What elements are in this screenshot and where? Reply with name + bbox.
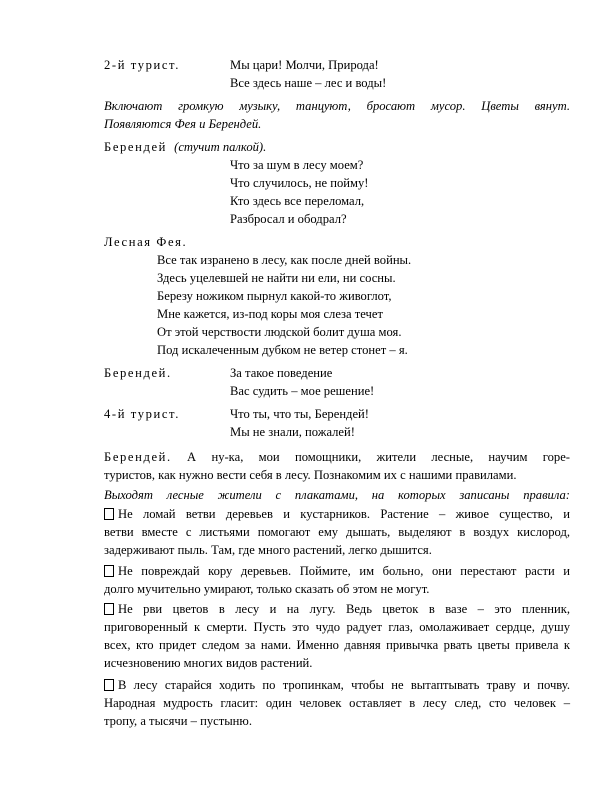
stage-direction-row: Появляются Фея и Берендей. xyxy=(104,117,262,131)
paragraph-row: задерживают пыль. Там, где много растений, легко дышится. xyxy=(104,543,432,557)
rule-item xyxy=(104,505,570,559)
verse-line: Кто здесь все переломал, xyxy=(230,194,365,208)
paragraph-row: Берендей. А ну-ка, мои помощники, жители лесные, научим горе- xyxy=(104,450,570,464)
paragraph-row: Не рви цветов в лесу и на лугу. Ведь цветок в вазе – это пленник, xyxy=(104,600,570,618)
verse-line: Березу ножиком пырнул какой-то живоглот, xyxy=(157,289,392,303)
speaker-note: (стучит палкой). xyxy=(174,140,267,154)
verse-line: Мы не знали, пожалей! xyxy=(230,425,355,439)
verse-line: Все так изранено в лесу, как после дней войны. xyxy=(157,253,412,267)
verse-line: Все здесь наше – лес и воды! xyxy=(230,76,387,90)
rule-item xyxy=(104,562,570,598)
stage-direction xyxy=(104,486,570,504)
bullet-icon xyxy=(104,565,114,577)
berendey-speech xyxy=(104,448,570,484)
verse-line: От этой черствости людской болит душа моя. xyxy=(157,325,402,339)
speaker-tourist-4: 4-й турист. xyxy=(104,407,180,421)
speaker-berendey: Берендей xyxy=(104,140,167,154)
paragraph-row: Народная мудрость гласит: один человек оставляет в лесу след, сто человек – xyxy=(104,696,570,710)
paragraph-row: тропу, а тысячи – пустыню. xyxy=(104,714,252,728)
bullet-icon xyxy=(104,679,114,691)
verse-line: Разбросал и ободрал? xyxy=(230,212,347,226)
paragraph-row: Не ломай ветви деревьев и кустарников. Растение – живое существо, и xyxy=(104,505,570,523)
speaker-berendey: Берендей. xyxy=(104,366,172,380)
speaker-tourist-2: 2-й турист. xyxy=(104,58,180,72)
rule-item xyxy=(104,676,570,730)
verse-line: Вас судить – мое решение! xyxy=(230,384,375,398)
verse-line: Мы цари! Молчи, Природа! xyxy=(230,58,379,72)
paragraph-row: приговоренный к смерти. Пусть это чудо радует глаз, омолаживает сердце, душу xyxy=(104,620,570,634)
verse-line: Что за шум в лесу моем? xyxy=(230,158,364,172)
paragraph-row: туристов, как нужно вести себя в лесу. Познакомим их с нашими правилами. xyxy=(104,468,517,482)
verse-line: Под искалеченным дубком не ветер стонет – я. xyxy=(157,343,408,357)
speaker-forest-fairy: Лесная Фея. xyxy=(104,235,188,249)
verse-line: Что ты, что ты, Берендей! xyxy=(230,407,369,421)
paragraph-row: ветви вместе с листьями помогают ему дышать, выделяют в воздух кислород, xyxy=(104,525,570,539)
paragraph-row: всех, кто придет следом за нами. Именно давняя привычка рвать цветы привела к xyxy=(104,638,570,652)
paragraph-row: исчезновению многих видов растений. xyxy=(104,656,313,670)
bullet-icon xyxy=(104,508,114,520)
stage-direction-row: Включают громкую музыку, танцуют, бросают мусор. Цветы вянут. xyxy=(104,99,570,113)
paragraph-row: долго мучительно умирают, только сказать об этом не могут. xyxy=(104,582,430,596)
stage-direction-row: Выходят лесные жители с плакатами, на которых записаны правила: xyxy=(104,488,570,502)
verse-line: Что случилось, не пойму! xyxy=(230,176,369,190)
verse-line: Здесь уцелевшей не найти ни ели, ни сосны. xyxy=(157,271,396,285)
rule-item xyxy=(104,600,570,672)
speaker-line xyxy=(104,140,266,155)
verse-line: Мне кажется, из-под коры моя слеза течет xyxy=(157,307,383,321)
bullet-icon xyxy=(104,603,114,615)
paragraph-row: Не повреждай кору деревьев. Поймите, им больно, они перестают расти и xyxy=(104,562,570,580)
paragraph-row: В лесу старайся ходить по тропинкам, чтобы не вытаптывать траву и почву. xyxy=(104,676,570,694)
speaker-berendey: Берендей. xyxy=(104,450,172,464)
stage-direction xyxy=(104,97,570,133)
verse-line: За такое поведение xyxy=(230,366,333,380)
